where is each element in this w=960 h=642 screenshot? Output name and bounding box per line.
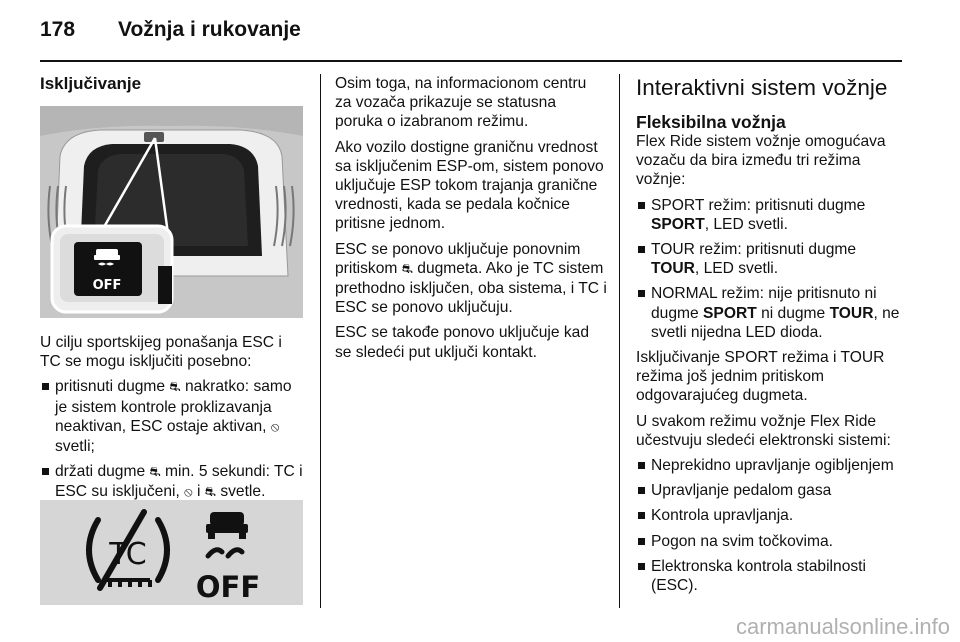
column-2 bbox=[335, 74, 607, 368]
text-span: , ne svetli nijedna LED dioda. bbox=[651, 304, 900, 341]
tour-bold: TOUR bbox=[651, 260, 695, 278]
page-number: 178 bbox=[40, 18, 76, 41]
system-item: Upravljanje pedalom gasa bbox=[636, 481, 908, 500]
subsection-title-flex: Fleksibilna vožnja bbox=[636, 112, 786, 132]
text-span: svetli; bbox=[55, 438, 95, 456]
col1-intro: U cilju sportskijeg ponašanja ESC i TC se mogu isključiti posebno: bbox=[40, 334, 282, 371]
tc-button-icon: ⛐ bbox=[149, 465, 161, 481]
system-item: Neprekidno upravljanje ogibljenjem bbox=[636, 456, 908, 475]
header-rule bbox=[40, 60, 902, 62]
text-span: SPORT režim: pritisnuti dugme bbox=[651, 196, 866, 214]
tc-off-icon: ⦸ bbox=[270, 419, 280, 435]
text-span: , LED svetli. bbox=[704, 215, 788, 233]
col2-paragraph-4: ESC se takođe ponovo uključuje kad se sledeći put uključi kontakt. bbox=[335, 324, 589, 361]
text-span: TOUR režim: pritisnuti dugme bbox=[651, 241, 857, 259]
watermark: carmanualsonline.info bbox=[735, 614, 950, 639]
col3-intro: Flex Ride sistem vožnje omogućava vozaču da bira između tri režima vožnje: bbox=[636, 133, 886, 189]
system-item: Elektronska kontrola stabilnosti (ESC). bbox=[636, 557, 908, 595]
esc-off-symbol bbox=[206, 512, 248, 539]
text-span: min. 5 sekundi: TC i ESC su isključeni, bbox=[55, 463, 303, 501]
column-divider-2 bbox=[619, 74, 620, 608]
text-span: držati dugme bbox=[55, 463, 150, 481]
col1-bullet-2 bbox=[40, 462, 306, 502]
col1-bullet-list bbox=[40, 377, 306, 502]
text-span: svetle. bbox=[216, 483, 266, 501]
tour-bold: TOUR bbox=[829, 304, 874, 322]
fig1-off-label: OFF bbox=[92, 278, 122, 293]
section-title-interaktivni: Interaktivni sistem vožnje bbox=[636, 75, 888, 100]
text-span: NORMAL režim: nije pritisnuto ni dugme bbox=[651, 285, 877, 322]
column-1-text bbox=[40, 333, 306, 509]
mode-item-sport bbox=[636, 196, 908, 234]
column-1 bbox=[40, 74, 308, 107]
warning-lights-illustration bbox=[40, 500, 303, 605]
warning-lights-svg bbox=[40, 500, 303, 605]
column-3 bbox=[636, 74, 908, 601]
sport-bold: SPORT bbox=[703, 304, 757, 322]
text-span: ni dugme bbox=[756, 304, 830, 322]
sport-bold: SPORT bbox=[651, 215, 705, 233]
esc-off-icon: ⛐ bbox=[204, 485, 216, 501]
text-span: , LED svetli. bbox=[694, 260, 779, 278]
mode-list bbox=[636, 196, 908, 342]
text-span: i bbox=[192, 483, 205, 501]
tc-button-icon: ⛐ bbox=[401, 261, 413, 277]
col2-paragraph-2: Ako vozilo dostigne graničnu vrednost sa isključenim ESP-om, sistem ponovo uključuje ESP tokom trajanja granične vrednosti, kada se pedala kočnice pritisne jednom. bbox=[335, 138, 604, 233]
text-span: nakratko: samo je sistem kontrole proklizavanja neaktivan, ESC ostaje aktivan, bbox=[55, 378, 292, 435]
dashboard-illustration bbox=[40, 106, 303, 318]
text-span: dugmeta. Ako je TC sistem prethodno isključen, oba sistema, i TC i ESC se ponovo uključuju. bbox=[335, 259, 607, 317]
system-item: Pogon na svim točkovima. bbox=[636, 532, 908, 551]
col2-paragraph-3 bbox=[335, 240, 607, 318]
column-divider-1 bbox=[320, 74, 321, 608]
off-label: OFF bbox=[195, 570, 261, 604]
chapter-title: Vožnja i rukovanje bbox=[118, 18, 301, 41]
system-item: Kontrola upravljanja. bbox=[636, 506, 908, 525]
dashboard-svg bbox=[40, 106, 303, 318]
tc-off-icon: ⦸ bbox=[184, 485, 193, 501]
tc-label: TC bbox=[109, 537, 147, 572]
mode-item-tour bbox=[636, 240, 908, 278]
text-span: ESC se ponovo uključuje ponovnim pritiskom bbox=[335, 240, 581, 277]
mode-item-normal bbox=[636, 284, 908, 342]
col2-paragraph-1: Osim toga, na informacionom centru za vozača prikazuje se statusna poruka o izabranom režimu. bbox=[335, 75, 587, 131]
tc-button-icon: ⛐ bbox=[169, 380, 181, 396]
col3-paragraph-systems: U svakom režimu vožnje Flex Ride učestvuju sledeći elektronski sistemi: bbox=[636, 412, 891, 449]
section-title-iskljucivanje: Isključivanje bbox=[40, 74, 142, 93]
text-span: pritisnuti dugme bbox=[55, 378, 170, 396]
col3-paragraph-off: Isključivanje SPORT režima i TOUR režima još jednim pritiskom odgovarajućeg dugmeta. bbox=[636, 349, 885, 405]
systems-list bbox=[636, 456, 908, 595]
col1-bullet-1 bbox=[40, 377, 306, 456]
page-header bbox=[40, 18, 900, 58]
